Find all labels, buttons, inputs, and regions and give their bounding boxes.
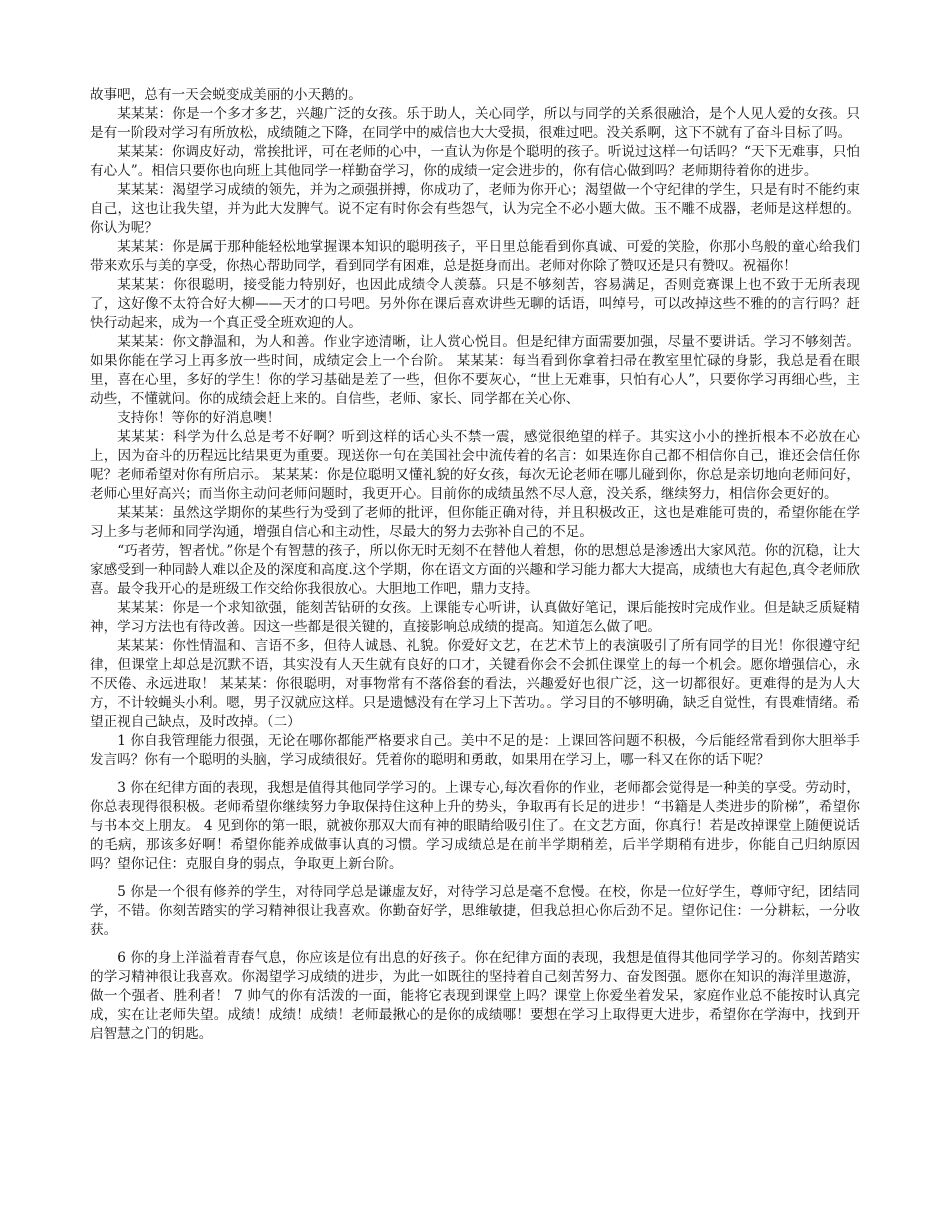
- document-paragraph: 某某某：你是一个求知欲强，能刻苦钻研的女孩。上课能专心听讲，认真做好笔记，课后能按时完成作业。但是缺乏质疑精神，学习方法也有待改善。因这一些都是很关键的，直接影响总成绩的提高。知道怎么做了吧。: [90, 600, 860, 635]
- document-paragraph: 某某某：你调皮好动，常挨批评，可在老师的心中，一直认为你是个聪明的孩子。听说过这样一句话吗？“天下无难事，只怕有心人”。相信只要你也向班上其他同学一样勤奋学习，你的成绩一定会进步的，你有信心做到吗？老师期待着你的进步。: [90, 144, 860, 179]
- document-paragraph: 某某某：科学为什么总是考不好啊？听到这样的话心头不禁一震，感觉很绝望的样子。其实这小小的挫折根本不必放在心上，因为奋斗的历程远比结果更为重要。现送你一句在美国社会中流传着的名言：如果连你自己都不相信你自己，谁还会信任你呢？老师希望对你有所启示。 某某某：你是位聪明又懂礼貌的好女孩，每次无论老师在哪儿碰到你，你总是亲切地向老师问好，老师心里好高兴；而当你主动问老师问题时，我更开心。目前你的成绩虽然不尽人意，没关系，继续努力，相信你会更好的。: [90, 429, 860, 502]
- document-paragraph: 某某某：你文静温和，为人和善。作业字迹清晰，让人赏心悦目。但是纪律方面需要加强，尽量不要讲话。学习不够刻苦。如果你能在学习上再多放一些时间，成绩定会上一个台阶。 某某某：每当看到你拿着扫帚在教室里忙碌的身影，我总是看在眼里，喜在心里，多好的学生！你的学习基础是差了一些，但你不要灰心，“世上无难事，只怕有心人”，只要你学习再细心些，主动些，不懂就问。你的成绩会赶上来的。自信些，老师、家长、同学都在关心你、: [90, 334, 860, 407]
- document-paragraph: 1 你自我管理能力很强，无论在哪你都能严格要求自己。美中不足的是：上课回答问题不积极，今后能经常看到你大胆举手发言吗？你有一个聪明的头脑，学习成绩很好。凭着你的聪明和勇敢，如果用在学习上，哪一科又在你的话下呢？: [90, 733, 860, 768]
- document-paragraph: 某某某：虽然这学期你的某些行为受到了老师的批评，但你能正确对待，并且积极改正，这也是难能可贵的，希望你能在学习上多与老师和同学沟通，增强自信心和主动性，尽最大的努力去弥补自己的不足。: [90, 505, 860, 540]
- document-paragraph: 支持你！等你的好消息噢！: [117, 410, 281, 426]
- document-paragraph: 某某某：你很聪明，接受能力特别好，也因此成绩令人羡慕。只是不够刻苦，容易满足，否则竞赛课上也不致于无所表现了，这好像不太符合好大柳——天才的口号吧。另外你在课后喜欢讲些无聊的话语，叫绰号，可以改掉这些不雅的的言行吗？赶快行动起来，成为一个真正受全班欢迎的人。: [90, 277, 860, 331]
- document-paragraph: 某某某：你性情温和、言语不多，但待人诚恳、礼貌。你爱好文艺，在艺术节上的表演吸引了所有同学的目光！你很遵守纪律，但课堂上却总是沉默不语，其实没有人天生就有良好的口才，关键看你会不会抓住课堂上的每一个机会。愿你增强信心，永不厌倦、永远进取！ 某某某：你很聪明，对事物常有不落俗套的看法，兴趣爱好也很广泛，这一切都很好。更难得的是为人大方，不计较蝇头小利。嗯，男子汉就应这样。只是遗憾没有在学习上下苦功。。学习目的不够明确，缺乏自觉性，有畏难情绪。希望正视自己缺点，及时改掉。（二）: [90, 638, 860, 730]
- document-paragraph: “巧者劳，智者忧。”你是个有智慧的孩子，所以你无时无刻不在替他人着想，你的思想总是渗透出大家风范。你的沉稳，让大家感受到一种同龄人难以企及的深度和高度.这个学期，你在语文方面的兴趣和学习能力都大大提高，成绩也大有起色,真令老师欣喜。最令我开心的是班级工作交给你我很放心。大胆地工作吧，鼎力支持。: [90, 543, 860, 597]
- document-paragraph: 某某某：你是一个多才多艺，兴趣广泛的女孩。乐于助人，关心同学，所以与同学的关系很融洽，是个人见人爱的女孩。只是有一阶段对学习有所放松，成绩随之下降，在同学中的威信也大大受损，很难过吧。没关系啊，这下不就有了奋斗目标了吗。: [90, 106, 860, 141]
- document-paragraph: 故事吧，总有一天会蜕变成美丽的小天鹅的。: [90, 87, 362, 103]
- document-body: [90, 86, 860, 1044]
- document-paragraph: 某某某：渴望学习成绩的领先，并为之顽强拼搏，你成功了，老师为你开心；渴望做一个守纪律的学生，只是有时不能约束自己，这也让我失望，并为此大发脾气。说不定有时你会有些怨气，认为完全不必小题大做。玉不雕不成器，老师是这样想的。你认为呢？: [90, 182, 860, 236]
- document-paragraph: 某某某：你是属于那种能轻松地掌握课本知识的聪明孩子，平日里总能看到你真诚、可爱的笑脸，你那小鸟般的童心给我们带来欢乐与美的享受，你热心帮助同学，看到同学有困难，总是挺身而出。老师对你除了赞叹还是只有赞叹。祝福你！: [90, 239, 860, 274]
- document-paragraph: 3 你在纪律方面的表现，我想是值得其他同学学习的。上课专心,每次看你的作业，老师都会觉得是一种美的享受。劳动时，你总表现得很积极。老师希望你继续努力争取保持住这种上升的势头，争取再有长足的进步！“书籍是人类进步的阶梯”，希望你与书本交上朋友。 4 见到你的第一眼，就被你那双大而有神的眼睛给吸引住了。在文艺方面，你真行！若是改掉课堂上随便说话的毛病，那该多好啊！希望你能养成做事认真的习惯。学习成绩总是在前半学期稍差，后半学期稍有进步，你能自己归纳原因吗？望你记住：克服自身的弱点，争取更上新台阶。: [90, 780, 860, 872]
- document-paragraph: 6 你的身上洋溢着青春气息，你应该是位有出息的好孩子。你在纪律方面的表现，我想是值得其他同学学习的。你刻苦踏实的学习精神很让我喜欢。你渴望学习成绩的进步，为此一如既往的坚持着自己刻苦努力、奋发图强。愿你在知识的海洋里遨游，做一个强者、胜利者！ 7 帅气的你有活泼的一面，能将它表现到课堂上吗？课堂上你爱坐着发呆，家庭作业总不能按时认真完成，实在让老师失望。成绩！成绩！成绩！老师最揪心的是你的成绩哪！要想在学习上取得更大进步，希望你在学海中，找到开启智慧之门的钥匙。: [90, 950, 860, 1042]
- document-paragraph: 5 你是一个很有修养的学生，对待同学总是谦虚友好，对待学习总是毫不怠慢。在校，你是一位好学生，尊师守纪，团结同学，不错。你刻苦踏实的学习精神很让我喜欢。你勤奋好学，思维敏捷，但我总担心你后劲不足。望你记住：一分耕耘，一分收获。: [90, 884, 860, 938]
